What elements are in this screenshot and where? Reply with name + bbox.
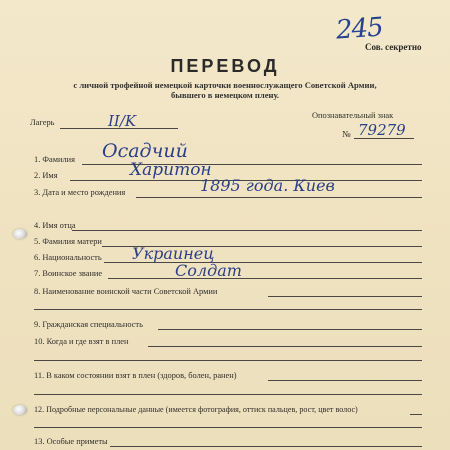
field-7-line: [108, 278, 422, 279]
field-10-label: 10. Когда и где взят в плен: [34, 337, 129, 346]
handwritten-page-number: 245: [335, 12, 384, 46]
field-9-label: 9. Гражданская специальность: [34, 320, 143, 329]
field-8-label: 8. Наименование воинской части Советской Армии: [34, 287, 218, 296]
camp-label: Лагерь: [30, 118, 55, 127]
field-1-label: 1. Фамилия: [34, 155, 76, 164]
field-7-label: 7. Воинское звание: [34, 269, 103, 278]
field-2-value: Харитон: [130, 160, 212, 180]
field-11-line: [268, 380, 422, 381]
field-4-label: 4. Имя отца: [34, 221, 76, 230]
subtitle-line-2: бывшего в немецком плену.: [170, 90, 280, 100]
field-13-label: 13. Особые приметы: [34, 437, 108, 446]
page-subtitle: [0, 80, 450, 100]
field-8-line-2: [34, 309, 422, 310]
field-7-value: Солдат: [175, 261, 242, 280]
field-5-label: 5. Фамилия матери: [34, 237, 102, 246]
id-tag-label: Опознавательный знак: [312, 111, 394, 120]
subtitle-line-1: с личной трофейной немецкой карточки военнослужащего Советской Армии,: [73, 80, 377, 90]
classification-label: Сов. секретно: [365, 42, 422, 52]
field-11-label: 11. В каком состоянии взят в плен (здоров, болен, ранен): [34, 371, 237, 380]
field-12-line-2: [34, 427, 422, 428]
field-3-line: [136, 197, 422, 198]
field-8-line: [268, 296, 422, 297]
field-12-line: [410, 414, 422, 415]
punch-hole-upper: [13, 229, 27, 239]
field-3-label: 3. Дата и место рождения: [34, 188, 126, 197]
field-6-value: Украинец: [132, 244, 215, 263]
field-10-line-2: [34, 360, 422, 361]
field-13-line: [110, 446, 422, 447]
field-2-label: 2. Имя: [34, 171, 58, 180]
id-tag-prefix: №: [342, 129, 351, 139]
field-11-line-2: [34, 394, 422, 395]
punch-hole-lower: [13, 405, 27, 415]
field-1-value: Осадчий: [102, 140, 188, 162]
camp-value: II/K: [108, 112, 137, 130]
field-9-line: [158, 329, 422, 330]
field-6-label: 6. Национальность: [34, 253, 102, 262]
field-3-value: 1895 года. Киев: [200, 176, 335, 195]
field-4-line: [72, 230, 422, 231]
field-12-label: 12. Подробные персональные данные (имеется фотография, оттиск пальцев, рост, цвет волос): [34, 405, 358, 414]
id-tag-value: 79279: [358, 121, 406, 139]
page-title: ПЕРЕВОД: [170, 56, 280, 76]
field-10-line: [148, 346, 422, 347]
